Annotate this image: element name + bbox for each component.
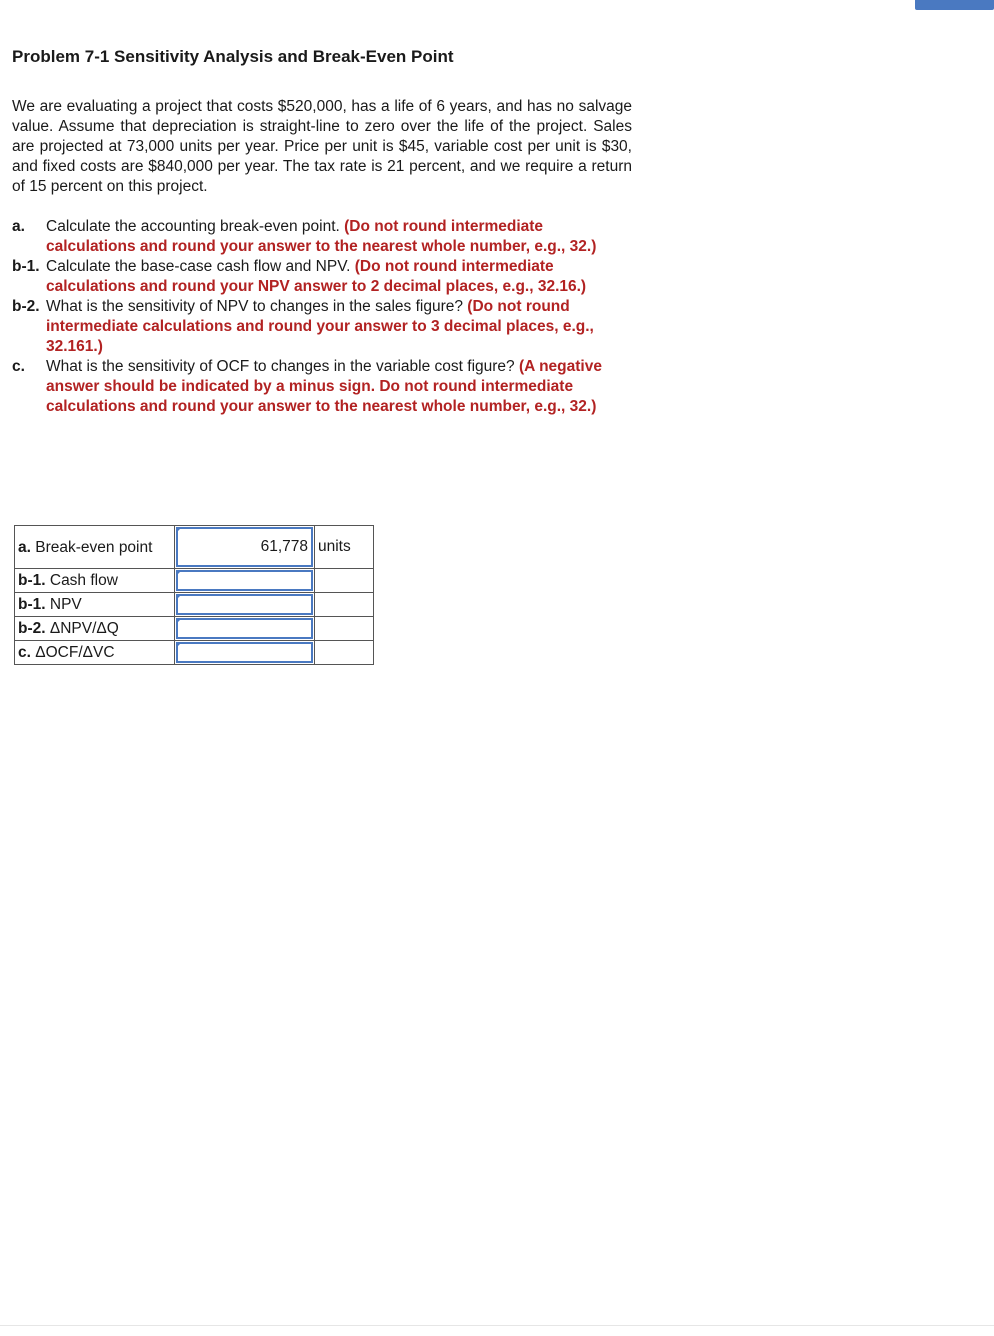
question-a <box>12 217 632 257</box>
question-text: Calculate the accounting break-even point. <box>46 218 345 235</box>
question-label: b-1. <box>12 258 40 275</box>
bottom-divider <box>0 1325 994 1326</box>
question-label: a. <box>12 218 25 235</box>
question-text: What is the sensitivity of NPV to changes in the sales figure? <box>46 298 468 315</box>
input-value[interactable] <box>176 570 313 591</box>
row-label: b-1. Cash flow <box>15 569 175 593</box>
question-label: b-2. <box>12 298 40 315</box>
answer-input-docf-dvc[interactable] <box>175 641 315 665</box>
table-row <box>15 526 374 569</box>
question-b2 <box>12 297 632 357</box>
row-label: a. Break-even point <box>15 526 175 569</box>
top-tab[interactable] <box>915 0 994 10</box>
answer-input-break-even[interactable] <box>175 526 315 569</box>
problem-intro: We are evaluating a project that costs $520,000, has a life of 6 years, and has no salvage value. Assume that depreciation is straight-line to zero over the life of the project. Sales are projected at 73,000 units per year. Price per unit is $45, variable cost per unit is $30, and fixed costs are $840,000 per year. The tax rate is 21 percent, and we require a return of 15 percent on this project. <box>12 98 632 195</box>
unit-label: units <box>315 526 374 569</box>
input-value[interactable] <box>176 594 313 615</box>
answer-input-dnpv-dq[interactable] <box>175 617 315 641</box>
question-b1 <box>12 257 632 297</box>
row-label: c. ΔOCF/ΔVC <box>15 641 175 665</box>
unit-label <box>315 593 374 617</box>
row-label: b-1. NPV <box>15 593 175 617</box>
answer-input-cash-flow[interactable] <box>175 569 315 593</box>
input-value[interactable] <box>176 618 313 639</box>
question-c <box>12 357 632 417</box>
unit-label <box>315 617 374 641</box>
unit-label <box>315 641 374 665</box>
question-note: (Do not round intermediate calculations and round your answer to 3 decimal places, e.g., 32.161.) <box>46 298 594 355</box>
question-text: Calculate the base-case cash flow and NPV. <box>46 258 355 275</box>
question-note: (Do not round intermediate calculations and round your NPV answer to 2 decimal places, e.g., 32.16.) <box>46 258 587 295</box>
answer-table <box>14 525 374 665</box>
question-label: c. <box>12 358 25 375</box>
row-label: b-2. ΔNPV/ΔQ <box>15 617 175 641</box>
input-value[interactable] <box>176 642 313 663</box>
table-row <box>15 569 374 593</box>
answer-input-npv[interactable] <box>175 593 315 617</box>
table-row <box>15 593 374 617</box>
input-value[interactable]: 61,778 <box>176 527 313 567</box>
table-row <box>15 617 374 641</box>
question-text: What is the sensitivity of OCF to changes in the variable cost figure? <box>46 358 519 375</box>
problem-content <box>12 46 632 417</box>
problem-title: Problem 7-1 Sensitivity Analysis and Break-Even Point <box>12 47 454 66</box>
table-row <box>15 641 374 665</box>
question-note: (A negative answer should be indicated by a minus sign. Do not round intermediate calculations and round your answer to the nearest whole number, e.g., 32.) <box>46 358 602 415</box>
unit-label <box>315 569 374 593</box>
question-note: (Do not round intermediate calculations and round your answer to the nearest whole number, e.g., 32.) <box>46 218 597 255</box>
